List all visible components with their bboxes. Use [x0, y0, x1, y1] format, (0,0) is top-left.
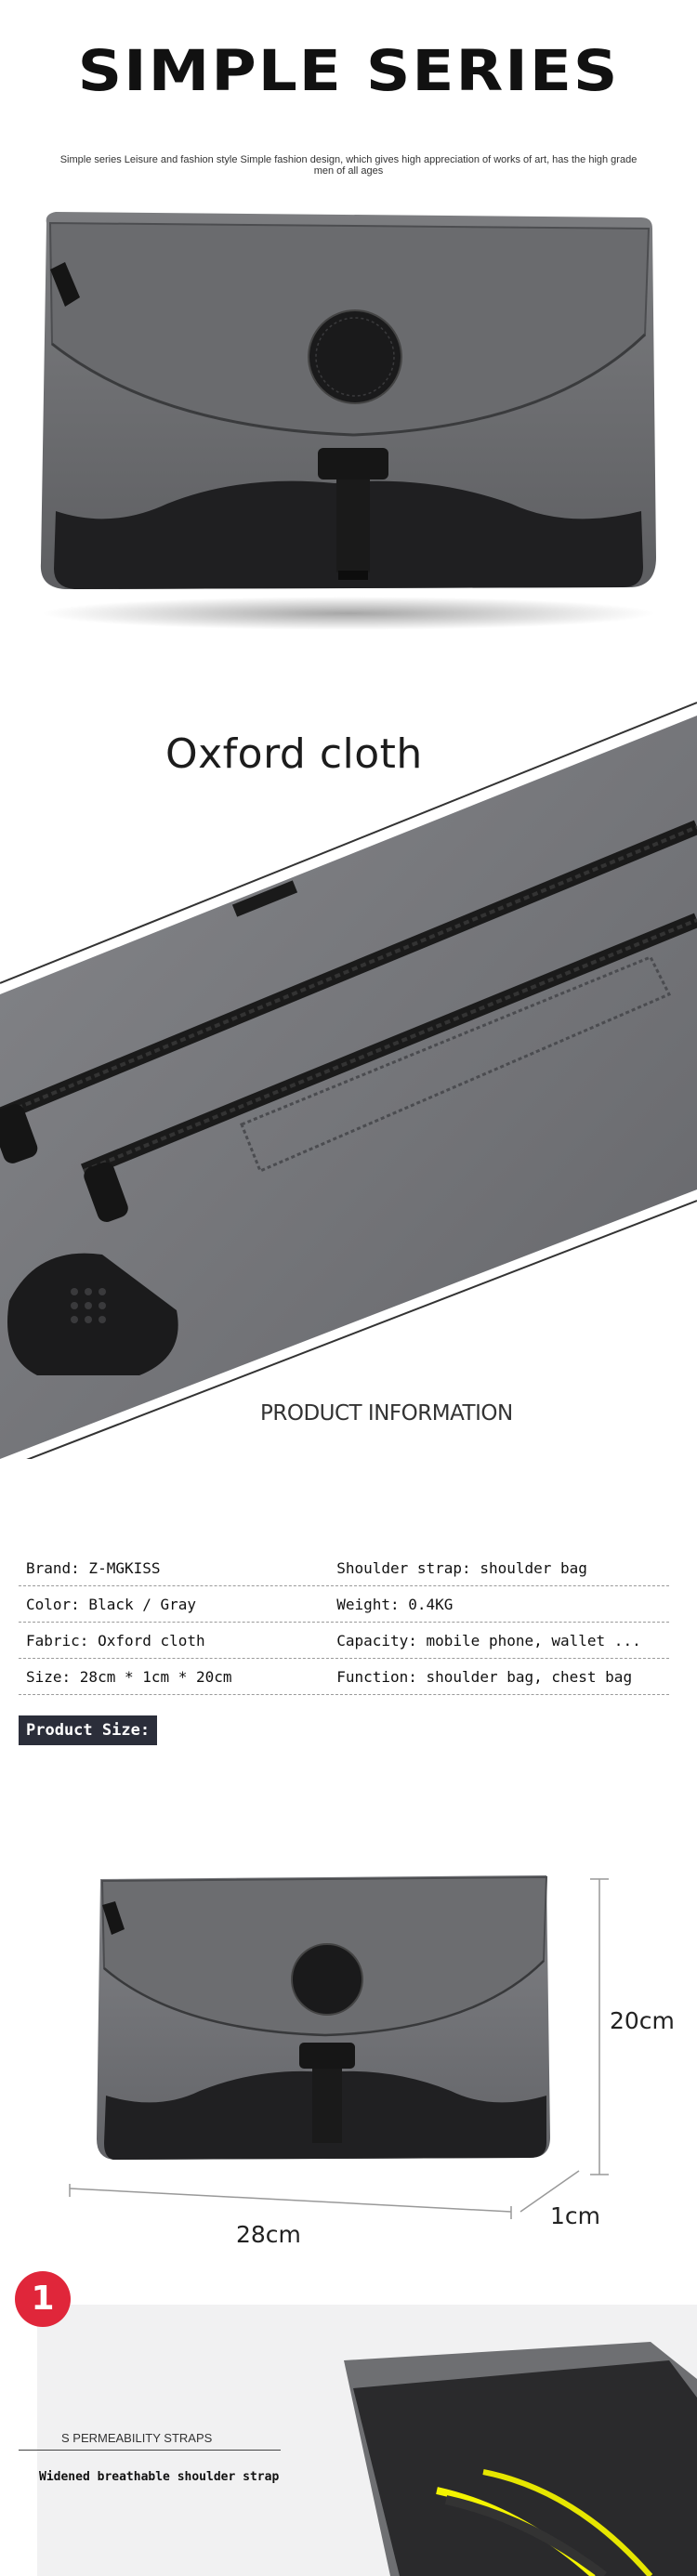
page-subtitle: Simple series Leisure and fashion style Simple fashion design, which gives high appreciation of works of art, has the high grade men of all ages [59, 154, 638, 177]
info-cell-function: Function: shoulder bag, chest bag [336, 1667, 633, 1686]
feature-number-badge: 1 [15, 2271, 71, 2327]
info-cell-weight: Weight: 0.4KG [336, 1595, 454, 1613]
info-row [19, 1586, 669, 1623]
info-cell-fabric: Fabric: Oxford cloth [26, 1631, 205, 1649]
feature-description: Widened breathable shoulder strap [39, 2470, 280, 2484]
product-info-table [19, 1550, 669, 1695]
info-cell-size: Size: 28cm * 1cm * 20cm [26, 1667, 232, 1686]
product-information-title: PRODUCT INFORMATION [260, 1401, 513, 1426]
feature-section-straps [0, 2267, 697, 2576]
info-cell-color: Color: Black / Gray [26, 1595, 197, 1613]
hero-bag-image [28, 204, 669, 641]
page-title: SIMPLE SERIES [77, 38, 620, 104]
feature-divider [19, 2450, 281, 2451]
product-size-section [0, 1747, 697, 2286]
feature-title: S PERMEABILITY STRAPS [61, 2431, 213, 2445]
info-row [19, 1623, 669, 1659]
height-label: 20cm [610, 2007, 675, 2034]
oxford-cloth-title: Oxford cloth [165, 730, 423, 778]
oxford-cloth-closeup-image [0, 688, 697, 1459]
product-size-badge: Product Size: [19, 1715, 157, 1745]
info-row [19, 1659, 669, 1695]
info-cell-capacity: Capacity: mobile phone, wallet ... [336, 1631, 641, 1649]
info-cell-shoulder-strap: Shoulder strap: shoulder bag [336, 1558, 587, 1577]
depth-label: 1cm [550, 2202, 601, 2229]
info-cell-brand: Brand: Z-MGKISS [26, 1558, 161, 1577]
oxford-cloth-section [0, 688, 697, 1459]
size-bag-image [93, 1868, 558, 2184]
width-label: 28cm [236, 2221, 301, 2248]
width-dimension-line [65, 2184, 530, 2221]
info-row [19, 1550, 669, 1586]
